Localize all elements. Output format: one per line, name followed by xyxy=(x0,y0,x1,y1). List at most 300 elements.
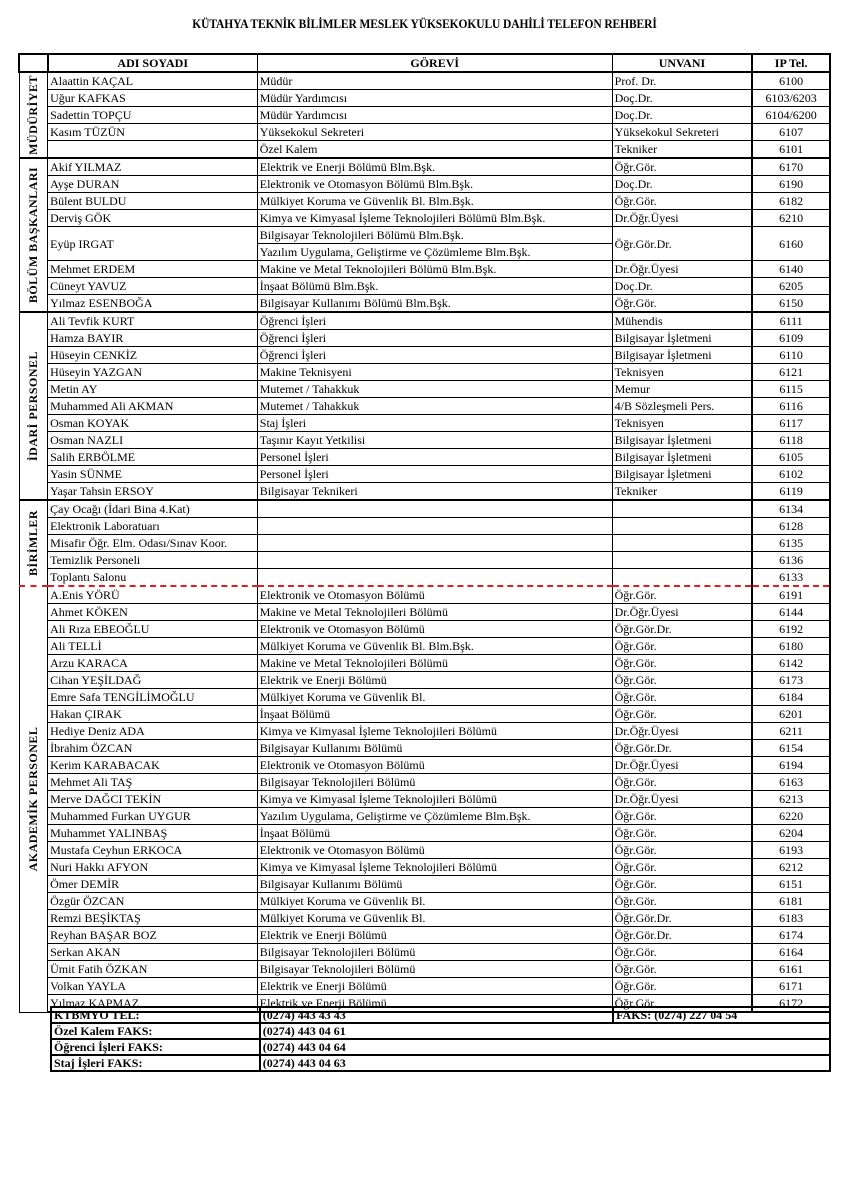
title-cell: Doç.Dr. xyxy=(612,176,752,193)
name-cell: Sadettin TOPÇU xyxy=(48,107,258,124)
title-cell: Bilgisayar İşletmeni xyxy=(612,466,752,483)
title-cell: Öğr.Gör. xyxy=(612,672,752,689)
duty-cell: Öğrenci İşleri xyxy=(257,347,612,364)
table-row xyxy=(19,961,830,978)
duty-cell: Müdür xyxy=(257,72,612,90)
table-row xyxy=(19,466,830,483)
title-cell: Doç.Dr. xyxy=(612,90,752,107)
name-cell: Temizlik Personeli xyxy=(48,552,258,569)
table-row xyxy=(19,672,830,689)
ip-phone-cell: 6210 xyxy=(752,210,830,227)
section-header-cell xyxy=(19,54,48,72)
duty-cell: İnşaat Bölümü xyxy=(257,825,612,842)
name-cell: Merve DAĞCI TEKİN xyxy=(48,791,258,808)
duty-cell: Mutemet / Tahakkuk xyxy=(257,398,612,415)
table-row xyxy=(19,483,830,501)
duty-cell: Bilgisayar Teknikeri xyxy=(257,483,612,501)
header-ip: IP Tel. xyxy=(752,54,830,72)
name-cell: Metin AY xyxy=(48,381,258,398)
footer-label: Özel Kalem FAKS: xyxy=(51,1023,260,1039)
title-cell xyxy=(612,500,752,518)
section-label-cell xyxy=(19,158,48,312)
duty-cell: Makine Teknisyeni xyxy=(257,364,612,381)
duty-cell: Mülkiyet Koruma ve Güvenlik Bl. xyxy=(257,689,612,706)
ip-phone-cell: 6154 xyxy=(752,740,830,757)
ip-phone-cell: 6111 xyxy=(752,312,830,330)
contact-footer-table xyxy=(50,1006,831,1072)
duty-cell: Mülkiyet Koruma ve Güvenlik Bl. xyxy=(257,910,612,927)
duty-cell: Bilgisayar Teknolojileri Bölümü xyxy=(257,944,612,961)
name-cell: Hüseyin YAZGAN xyxy=(48,364,258,381)
duty-cell: Mutemet / Tahakkuk xyxy=(257,381,612,398)
name-cell: Özgür ÖZCAN xyxy=(48,893,258,910)
duty-cell: Bilgisayar Kullanımı Bölümü Blm.Bşk. xyxy=(257,295,612,313)
name-cell: Ahmet KÖKEN xyxy=(48,604,258,621)
title-cell: Teknisyen xyxy=(612,415,752,432)
ip-phone-cell: 6118 xyxy=(752,432,830,449)
table-row xyxy=(19,689,830,706)
ip-phone-cell: 6183 xyxy=(752,910,830,927)
section-label-cell xyxy=(19,312,48,500)
footer-label: Staj İşleri FAKS: xyxy=(51,1055,260,1071)
ip-phone-cell: 6204 xyxy=(752,825,830,842)
table-row xyxy=(19,312,830,330)
name-cell: Arzu KARACA xyxy=(48,655,258,672)
title-cell: Öğr.Gör. xyxy=(612,825,752,842)
title-cell: Tekniker xyxy=(612,141,752,159)
table-row xyxy=(19,347,830,364)
table-row xyxy=(19,176,830,193)
table-row xyxy=(19,757,830,774)
table-row xyxy=(19,518,830,535)
duty-cell: Kimya ve Kimyasal İşleme Teknolojileri Bölümü Blm.Bşk. xyxy=(257,210,612,227)
table-row xyxy=(19,193,830,210)
table-row xyxy=(19,449,830,466)
name-cell: Ömer DEMİR xyxy=(48,876,258,893)
section-label: BÖLÜM BAŞKANLARI xyxy=(26,166,41,304)
duty-cell: İnşaat Bölümü xyxy=(257,706,612,723)
name-cell: A.Enis YÖRÜ xyxy=(48,586,258,604)
duty-cell: Müdür Yardımcısı xyxy=(257,107,612,124)
duty-cell: Elektrik ve Enerji Bölümü xyxy=(257,672,612,689)
duty-cell: Elektronik ve Otomasyon Bölümü xyxy=(257,757,612,774)
title-cell: Öğr.Gör. xyxy=(612,586,752,604)
title-cell: Dr.Öğr.Üyesi xyxy=(612,791,752,808)
title-cell: Öğr.Gör. xyxy=(612,655,752,672)
name-cell: Yaşar Tahsin ERSOY xyxy=(48,483,258,501)
footer-row-internship-fax xyxy=(51,1055,830,1071)
footer-label: KTBMYO TEL: xyxy=(51,1007,260,1023)
duty-cell: İnşaat Bölümü Blm.Bşk. xyxy=(257,278,612,295)
name-cell: Cüneyt YAVUZ xyxy=(48,278,258,295)
name-cell: Mustafa Ceyhun ERKOCA xyxy=(48,842,258,859)
ip-phone-cell: 6134 xyxy=(752,500,830,518)
table-row xyxy=(19,552,830,569)
ip-phone-cell: 6110 xyxy=(752,347,830,364)
title-cell: Öğr.Gör.Dr. xyxy=(612,227,752,261)
table-row xyxy=(19,261,830,278)
table-row xyxy=(19,927,830,944)
duty-cell: Staj İşleri xyxy=(257,415,612,432)
duty-cell: Makine ve Metal Teknolojileri Bölümü xyxy=(257,655,612,672)
name-cell: Uğur KAFKAS xyxy=(48,90,258,107)
title-cell: Öğr.Gör. xyxy=(612,978,752,995)
name-cell: Volkan YAYLA xyxy=(48,978,258,995)
ip-phone-cell: 6150 xyxy=(752,295,830,313)
name-cell: Muhammed Furkan UYGUR xyxy=(48,808,258,825)
name-cell: İbrahim ÖZCAN xyxy=(48,740,258,757)
table-row xyxy=(19,415,830,432)
ip-phone-cell: 6220 xyxy=(752,808,830,825)
ip-phone-cell: 6212 xyxy=(752,859,830,876)
footer-value: (0274) 443 04 61 xyxy=(260,1023,830,1039)
ip-phone-cell: 6163 xyxy=(752,774,830,791)
name-cell: Muhammet YALINBAŞ xyxy=(48,825,258,842)
table-row xyxy=(19,158,830,176)
duty-cell: Personel İşleri xyxy=(257,449,612,466)
table-row xyxy=(19,210,830,227)
title-cell: Öğr.Gör. xyxy=(612,689,752,706)
duty-cell: Personel İşleri xyxy=(257,466,612,483)
title-cell: Öğr.Gör.Dr. xyxy=(612,740,752,757)
table-row xyxy=(19,569,830,587)
table-row xyxy=(19,107,830,124)
duty-cell: Yüksekokul Sekreteri xyxy=(257,124,612,141)
title-cell: Öğr.Gör. xyxy=(612,961,752,978)
page-title: KÜTAHYA TEKNİK BİLİMLER MESLEK YÜKSEKOKULU DAHİLİ TELEFON REHBERİ xyxy=(192,17,657,31)
name-cell: Ali Tevfik KURT xyxy=(48,312,258,330)
ip-phone-cell: 6192 xyxy=(752,621,830,638)
footer-label: Öğrenci İşleri FAKS: xyxy=(51,1039,260,1055)
table-row xyxy=(19,774,830,791)
table-row xyxy=(19,893,830,910)
duty-cell: Müdür Yardımcısı xyxy=(257,90,612,107)
name-cell: Bülent BULDU xyxy=(48,193,258,210)
table-row xyxy=(19,791,830,808)
table-row xyxy=(19,808,830,825)
header-duty: GÖREVİ xyxy=(257,54,612,72)
ip-phone-cell: 6201 xyxy=(752,706,830,723)
duty-cell: Elektrik ve Enerji Bölümü Blm.Bşk. xyxy=(257,158,612,176)
footer-value: (0274) 443 04 64 xyxy=(260,1039,830,1055)
name-cell: Misafir Öğr. Elm. Odası/Sınav Koor. xyxy=(48,535,258,552)
title-cell: Bilgisayar İşletmeni xyxy=(612,432,752,449)
name-cell: Hüseyin CENKİZ xyxy=(48,347,258,364)
name-cell: Emre Safa TENGİLİMOĞLU xyxy=(48,689,258,706)
ip-phone-cell: 6142 xyxy=(752,655,830,672)
title-cell: Bilgisayar İşletmeni xyxy=(612,449,752,466)
duty-cell: Bilgisayar Teknolojileri Bölümü Blm.Bşk. xyxy=(257,227,612,244)
footer-value: (0274) 443 04 63 xyxy=(260,1055,830,1071)
section-label: MÜDÜRİYET xyxy=(26,75,41,155)
ip-phone-cell: 6144 xyxy=(752,604,830,621)
name-cell: Salih ERBÖLME xyxy=(48,449,258,466)
header-title: UNVANI xyxy=(612,54,752,72)
duty-cell: Kimya ve Kimyasal İşleme Teknolojileri Bölümü xyxy=(257,723,612,740)
duty-cell: Öğrenci İşleri xyxy=(257,312,612,330)
table-row xyxy=(19,141,830,159)
table-row xyxy=(19,381,830,398)
duty-cell: Mülkiyet Koruma ve Güvenlik Bl. Blm.Bşk. xyxy=(257,638,612,655)
ip-phone-cell: 6135 xyxy=(752,535,830,552)
table-row xyxy=(19,124,830,141)
ip-phone-cell: 6194 xyxy=(752,757,830,774)
name-cell: Akif YILMAZ xyxy=(48,158,258,176)
duty-cell: Bilgisayar Kullanımı Bölümü xyxy=(257,876,612,893)
ip-phone-cell: 6211 xyxy=(752,723,830,740)
title-cell: Teknisyen xyxy=(612,364,752,381)
ip-phone-cell: 6181 xyxy=(752,893,830,910)
duty-cell: Yazılım Uygulama, Geliştirme ve Çözümleme Blm.Bşk. xyxy=(257,808,612,825)
footer-value: (0274) 443 43 43 xyxy=(260,1007,613,1023)
duty-cell: Bilgisayar Teknolojileri Bölümü xyxy=(257,961,612,978)
name-cell: Reyhan BAŞAR BOZ xyxy=(48,927,258,944)
footer-fax: FAKS: (0274) 227 04 54 xyxy=(613,1007,830,1023)
ip-phone-cell: 6184 xyxy=(752,689,830,706)
table-row xyxy=(19,295,830,313)
table-row xyxy=(19,723,830,740)
duty-cell: Kimya ve Kimyasal İşleme Teknolojileri Bölümü xyxy=(257,859,612,876)
header-name: ADI SOYADI xyxy=(48,54,258,72)
table-row xyxy=(19,90,830,107)
name-cell: Kasım TÜZÜN xyxy=(48,124,258,141)
duty-cell: Öğrenci İşleri xyxy=(257,330,612,347)
ip-phone-cell: 6100 xyxy=(752,72,830,90)
title-cell xyxy=(612,535,752,552)
title-cell: Öğr.Gör.Dr. xyxy=(612,910,752,927)
table-row xyxy=(19,655,830,672)
name-cell: Serkan AKAN xyxy=(48,944,258,961)
ip-phone-cell: 6180 xyxy=(752,638,830,655)
table-row xyxy=(19,432,830,449)
duty-cell: Bilgisayar Kullanımı Bölümü xyxy=(257,740,612,757)
name-cell: Çay Ocağı (İdari Bina 4.Kat) xyxy=(48,500,258,518)
duty-cell: Kimya ve Kimyasal İşleme Teknolojileri Bölümü xyxy=(257,791,612,808)
name-cell: Nuri Hakkı AFYON xyxy=(48,859,258,876)
ip-phone-cell: 6101 xyxy=(752,141,830,159)
title-cell: Memur xyxy=(612,381,752,398)
name-cell: Remzi BEŞİKTAŞ xyxy=(48,910,258,927)
title-cell: Dr.Öğr.Üyesi xyxy=(612,261,752,278)
ip-phone-cell: 6107 xyxy=(752,124,830,141)
ip-phone-cell: 6104/6200 xyxy=(752,107,830,124)
title-cell: Öğr.Gör. xyxy=(612,638,752,655)
ip-phone-cell: 6170 xyxy=(752,158,830,176)
duty-cell: Mülkiyet Koruma ve Güvenlik Bl. xyxy=(257,893,612,910)
ip-phone-cell: 6213 xyxy=(752,791,830,808)
title-cell xyxy=(612,569,752,587)
ip-phone-cell: 6102 xyxy=(752,466,830,483)
title-cell: Doç.Dr. xyxy=(612,107,752,124)
duty-cell: Yazılım Uygulama, Geliştirme ve Çözümleme Blm.Bşk. xyxy=(257,244,612,261)
table-row xyxy=(19,910,830,927)
ip-phone-cell: 6128 xyxy=(752,518,830,535)
name-cell: Hediye Deniz ADA xyxy=(48,723,258,740)
ip-phone-cell: 6105 xyxy=(752,449,830,466)
footer-row-private-office-fax xyxy=(51,1023,830,1039)
title-cell: Öğr.Gör. xyxy=(612,944,752,961)
name-cell: Yılmaz ESENBOĞA xyxy=(48,295,258,313)
name-cell: Cihan YEŞİLDAĞ xyxy=(48,672,258,689)
duty-cell xyxy=(257,535,612,552)
ip-phone-cell: 6136 xyxy=(752,552,830,569)
ip-phone-cell: 6190 xyxy=(752,176,830,193)
ip-phone-cell: 6182 xyxy=(752,193,830,210)
title-cell: Tekniker xyxy=(612,483,752,501)
name-cell: Ali TELLİ xyxy=(48,638,258,655)
footer-row-student-affairs-fax xyxy=(51,1039,830,1055)
ip-phone-cell: 6109 xyxy=(752,330,830,347)
ip-phone-cell: 6140 xyxy=(752,261,830,278)
title-cell: Yüksekokul Sekreteri xyxy=(612,124,752,141)
duty-cell: Elektrik ve Enerji Bölümü xyxy=(257,927,612,944)
section-label: BİRİMLER xyxy=(26,509,41,577)
name-cell: Ali Rıza EBEOĞLU xyxy=(48,621,258,638)
name-cell: Osman NAZLI xyxy=(48,432,258,449)
name-cell: Yasin SÜNME xyxy=(48,466,258,483)
title-cell: Öğr.Gör. xyxy=(612,876,752,893)
duty-cell: Elektronik ve Otomasyon Bölümü xyxy=(257,842,612,859)
title-cell: Öğr.Gör.Dr. xyxy=(612,927,752,944)
section-label-cell xyxy=(19,500,48,586)
title-cell: Mühendis xyxy=(612,312,752,330)
title-cell: Öğr.Gör. xyxy=(612,158,752,176)
table-row xyxy=(19,72,830,90)
table-row xyxy=(19,978,830,995)
duty-cell xyxy=(257,518,612,535)
table-row xyxy=(19,825,830,842)
duty-cell: Elektronik ve Otomasyon Bölümü Blm.Bşk. xyxy=(257,176,612,193)
duty-cell xyxy=(257,569,612,587)
name-cell: Alaattin KAÇAL xyxy=(48,72,258,90)
title-cell: Bilgisayar İşletmeni xyxy=(612,347,752,364)
table-row xyxy=(19,364,830,381)
duty-cell: Makine ve Metal Teknolojileri Bölümü Blm.Bşk. xyxy=(257,261,612,278)
duty-cell: Makine ve Metal Teknolojileri Bölümü xyxy=(257,604,612,621)
name-cell: Yılmaz KAPMAZ xyxy=(48,995,258,1013)
phone-directory-table xyxy=(18,53,831,1013)
table-row xyxy=(19,227,830,244)
table-row xyxy=(19,398,830,415)
duty-cell xyxy=(257,500,612,518)
title-cell: Dr.Öğr.Üyesi xyxy=(612,210,752,227)
ip-phone-cell: 6160 xyxy=(752,227,830,261)
ip-phone-cell: 6151 xyxy=(752,876,830,893)
table-row xyxy=(19,944,830,961)
section-label-cell xyxy=(19,586,48,1012)
title-cell xyxy=(612,518,752,535)
duty-cell: Elektrik ve Enerji Bölümü xyxy=(257,978,612,995)
duty-cell: Elektronik ve Otomasyon Bölümü xyxy=(257,621,612,638)
name-cell: Osman KOYAK xyxy=(48,415,258,432)
ip-phone-cell: 6191 xyxy=(752,586,830,604)
table-row xyxy=(19,638,830,655)
title-cell: Öğr.Gör. xyxy=(612,706,752,723)
ip-phone-cell: 6174 xyxy=(752,927,830,944)
title-cell: Öğr.Gör. xyxy=(612,893,752,910)
duty-cell: Özel Kalem xyxy=(257,141,612,159)
title-cell: Öğr.Gör. xyxy=(612,995,752,1013)
duty-cell: Bilgisayar Teknolojileri Bölümü xyxy=(257,774,612,791)
table-row xyxy=(19,876,830,893)
title-cell: 4/B Sözleşmeli Pers. xyxy=(612,398,752,415)
name-cell: Elektronik Laboratuarı xyxy=(48,518,258,535)
duty-cell xyxy=(257,552,612,569)
title-cell: Öğr.Gör. xyxy=(612,842,752,859)
title-cell: Dr.Öğr.Üyesi xyxy=(612,604,752,621)
name-cell: Hakan ÇIRAK xyxy=(48,706,258,723)
table-row xyxy=(19,278,830,295)
title-cell: Dr.Öğr.Üyesi xyxy=(612,723,752,740)
name-cell: Eyüp IRGAT xyxy=(48,227,258,261)
title-cell: Öğr.Gör. xyxy=(612,193,752,210)
header-row xyxy=(19,54,830,72)
ip-phone-cell: 6164 xyxy=(752,944,830,961)
table-row xyxy=(19,586,830,604)
table-row xyxy=(19,740,830,757)
duty-cell: Elektrik ve Enerji Bölümü xyxy=(257,995,612,1013)
ip-phone-cell: 6119 xyxy=(752,483,830,501)
footer-row-main-phone xyxy=(51,1007,830,1023)
ip-phone-cell: 6161 xyxy=(752,961,830,978)
table-row xyxy=(19,706,830,723)
title-cell: Öğr.Gör.Dr. xyxy=(612,621,752,638)
duty-cell: Taşınır Kayıt Yetkilisi xyxy=(257,432,612,449)
directory-body xyxy=(19,72,830,1012)
name-cell: Kerim KARABACAK xyxy=(48,757,258,774)
section-label-cell xyxy=(19,72,48,158)
title-cell: Öğr.Gör. xyxy=(612,774,752,791)
ip-phone-cell: 6115 xyxy=(752,381,830,398)
name-cell: Ayşe DURAN xyxy=(48,176,258,193)
ip-phone-cell: 6121 xyxy=(752,364,830,381)
title-cell xyxy=(612,552,752,569)
ip-phone-cell: 6133 xyxy=(752,569,830,587)
title-cell: Prof. Dr. xyxy=(612,72,752,90)
table-row xyxy=(19,859,830,876)
title-cell: Dr.Öğr.Üyesi xyxy=(612,757,752,774)
ip-phone-cell: 6205 xyxy=(752,278,830,295)
title-cell: Öğr.Gör. xyxy=(612,295,752,313)
name-cell: Mehmet ERDEM xyxy=(48,261,258,278)
name-cell: Muhammed Ali AKMAN xyxy=(48,398,258,415)
ip-phone-cell: 6116 xyxy=(752,398,830,415)
table-row xyxy=(19,500,830,518)
table-row xyxy=(19,604,830,621)
ip-phone-cell: 6193 xyxy=(752,842,830,859)
title-cell: Öğr.Gör. xyxy=(612,859,752,876)
name-cell: Ümit Fatih ÖZKAN xyxy=(48,961,258,978)
ip-phone-cell: 6103/6203 xyxy=(752,90,830,107)
duty-cell: Mülkiyet Koruma ve Güvenlik Bl. Blm.Bşk. xyxy=(257,193,612,210)
name-cell: Toplantı Salonu xyxy=(48,569,258,587)
ip-phone-cell: 6171 xyxy=(752,978,830,995)
title-cell: Öğr.Gör. xyxy=(612,808,752,825)
title-cell: Bilgisayar İşletmeni xyxy=(612,330,752,347)
section-label: AKADEMİK PERSONEL xyxy=(26,726,41,872)
table-row xyxy=(19,621,830,638)
name-cell: Derviş GÖK xyxy=(48,210,258,227)
table-row xyxy=(19,330,830,347)
ip-phone-cell: 6117 xyxy=(752,415,830,432)
duty-cell: Elektronik ve Otomasyon Bölümü xyxy=(257,586,612,604)
name-cell xyxy=(48,141,258,159)
name-cell: Mehmet Ali TAŞ xyxy=(48,774,258,791)
title-cell: Doç.Dr. xyxy=(612,278,752,295)
table-row xyxy=(19,535,830,552)
table-row xyxy=(19,842,830,859)
name-cell: Hamza BAYIR xyxy=(48,330,258,347)
